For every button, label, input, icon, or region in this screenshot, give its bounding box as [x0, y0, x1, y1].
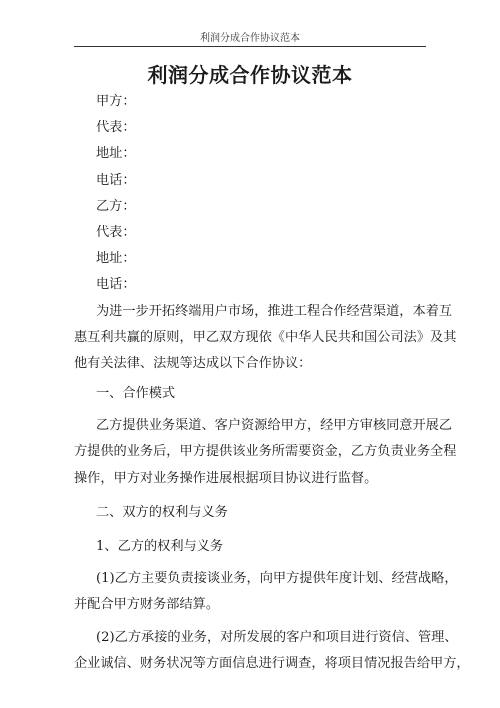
item-1-paragraph — [74, 566, 458, 618]
intro-line: 为进一步开拓终端用户市场，推进工程合作经营渠道，本着互 — [96, 303, 453, 319]
party-field-phone-a: 电话： — [96, 172, 136, 188]
paragraph-line: 并配合甲方财务部结算。 — [74, 597, 220, 613]
party-fields — [96, 89, 428, 299]
party-field-address-b: 地址： — [96, 251, 136, 267]
party-field-address-a: 地址： — [96, 146, 136, 162]
paragraph-line: 方提供的业务后，甲方提供该业务所需要资金，乙方负责业务全程 — [74, 444, 457, 460]
cooperation-mode-paragraph — [74, 413, 457, 492]
document-body — [74, 89, 470, 677]
section-heading-rights-obligations: 二、双方的权利与义务 — [96, 504, 228, 520]
paragraph-line: 乙方提供业务渠道、客户资源给甲方，经甲方审核同意开展乙 — [96, 418, 453, 434]
paragraph-line: (1)乙方主要负责接谈业务，向甲方提供年度计划、经营战略， — [96, 571, 458, 587]
party-field-rep-a: 代表： — [96, 120, 136, 136]
subsection-heading-party-b: 1、乙方的权利与义务 — [96, 539, 224, 554]
party-field-rep-b: 代表： — [96, 224, 136, 240]
document-title: 利润分成合作协议范本 — [147, 63, 353, 87]
intro-line: 他有关法律、法规等达成以下合作协议： — [74, 355, 312, 371]
party-field-party-a: 甲方： — [96, 94, 136, 109]
section-heading-cooperation-mode: 一、合作模式 — [96, 386, 176, 402]
paragraph-line: 操作，甲方对业务操作进展根据项目协议进行监督。 — [74, 470, 378, 486]
intro-paragraph — [74, 299, 457, 378]
paragraph-line: (2)乙方承接的业务，对所发展的客户和项目进行资信、管理、 — [96, 629, 458, 645]
party-field-phone-b: 电话： — [96, 277, 136, 293]
running-header: 利润分成合作协议范本 — [200, 33, 300, 44]
item-2-paragraph — [74, 625, 470, 677]
paragraph-line: 企业诚信、财务状况等方面信息进行调查，将项目情况报告给甲方， — [74, 655, 470, 671]
party-field-party-b: 乙方： — [96, 198, 136, 214]
intro-line: 惠互利共赢的原则，甲乙双方现依《中华人民共和国公司法》及其 — [74, 329, 457, 345]
header-rule — [74, 46, 426, 47]
